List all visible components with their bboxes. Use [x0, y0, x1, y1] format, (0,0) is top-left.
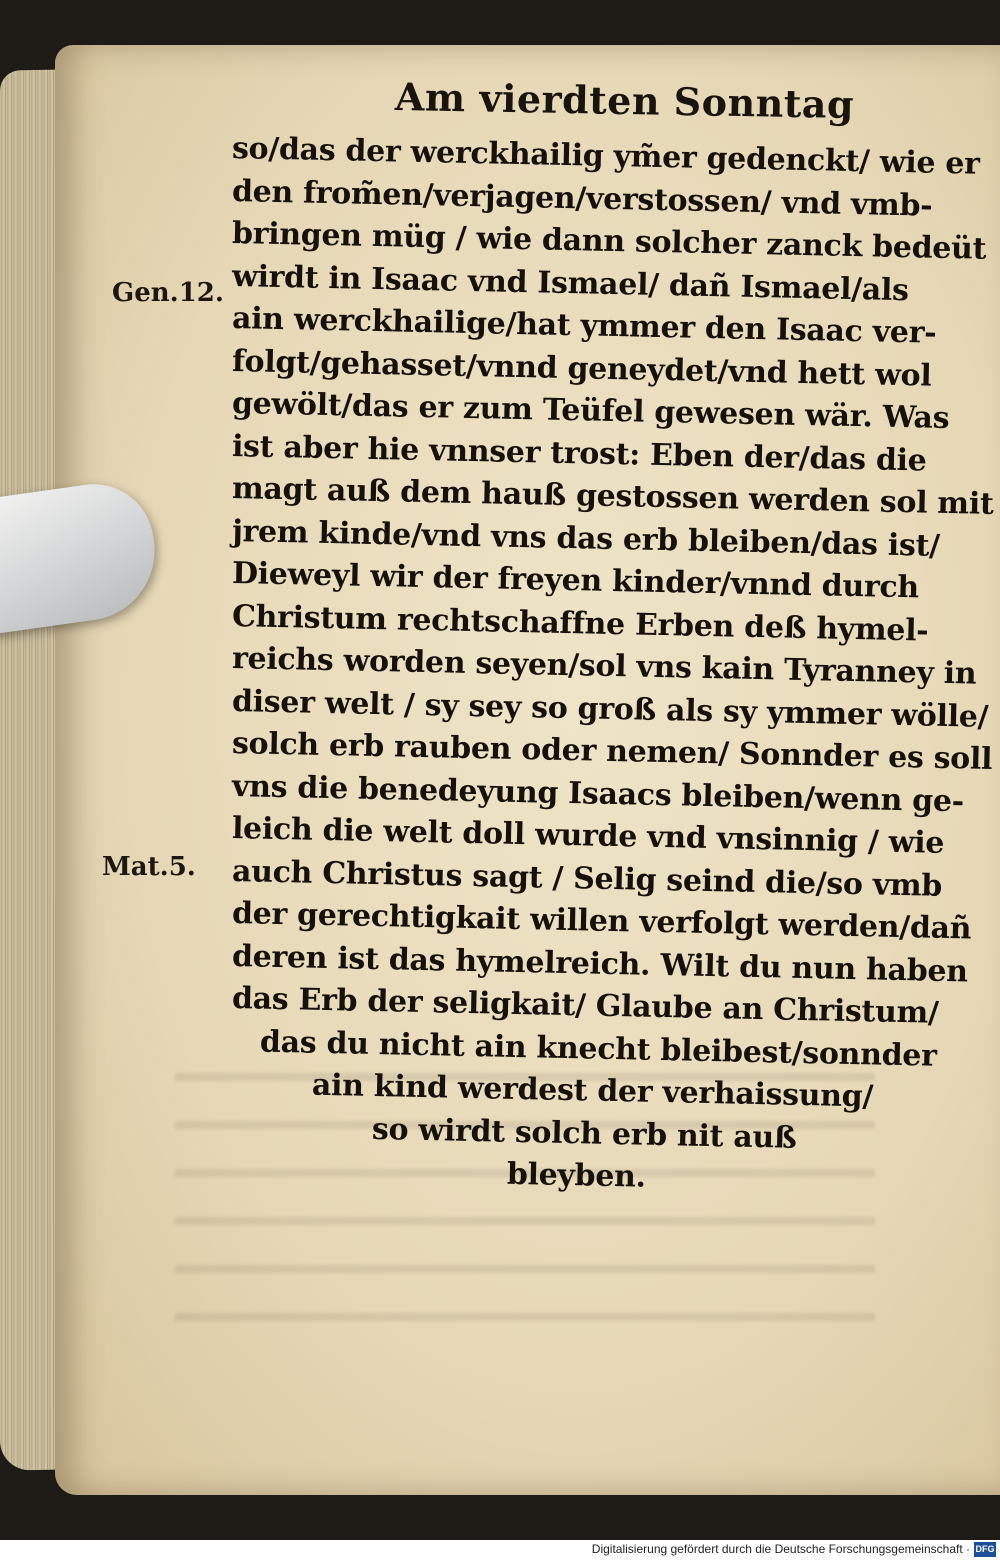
- body-text: [231, 128, 994, 1195]
- marginal-note-genesis: Gen.12.: [112, 278, 224, 308]
- text-line: so/das der werckhailig ym̃er gedenckt/ wie er: [231, 131, 980, 182]
- text-line: auch Christus sagt / Selig seind die/so vmb: [231, 853, 943, 904]
- text-line: den from̃en/verjagen/verstossen/ vnd vmb-: [231, 173, 933, 224]
- text-line: ain werckhailige/hat ymmer den Isaac ver-: [231, 301, 937, 351]
- text-line: folgt/gehasset/vnnd geneydet/vnd hett wol: [231, 343, 932, 394]
- text-line: jrem kinde/vnd vns das erb bleiben/das ist/: [231, 513, 941, 564]
- text-line: bleyben.: [506, 1156, 647, 1195]
- marginal-note-matthew: Mat.5.: [102, 852, 196, 882]
- running-head: Am vierdten Sonntag: [394, 73, 855, 128]
- text-line: ain kind werdest der verhaissung/: [311, 1067, 874, 1115]
- text-line: reichs worden seyen/sol vns kain Tyranney in: [231, 641, 977, 692]
- text-line: das du nicht ain knecht bleibest/sonnder: [259, 1024, 937, 1074]
- text-line: Christum rechtschaffne Erben deß hymel-: [231, 598, 929, 649]
- text-line: Dieweyl wir der freyen kinder/vnnd durch: [231, 556, 920, 606]
- footer-credit: Digitalisierung gefördert durch die Deutsche Forschungsgemeinschaft ·: [591, 1542, 970, 1556]
- text-line: vns die benedeyung Isaacs bleiben/wenn ge-: [231, 768, 965, 819]
- text-line: wirdt in Isaac vnd Ismael/ dañ Ismael/als: [231, 258, 909, 308]
- text-line: ist aber hie vnnser trost: Eben der/das die: [231, 428, 927, 479]
- text-line: so wirdt solch erb nit auß: [371, 1111, 797, 1156]
- text-line: bringen müg / wie dann solcher zanck bedeüt: [231, 216, 987, 267]
- text-line: magt auß dem hauß gestossen werden sol mit: [231, 471, 994, 522]
- text-line: diser welt / sy sey so groß als sy ymmer wölle/: [231, 683, 989, 735]
- text-line: der gerechtigkait willen verfolgt werden/dañ: [231, 896, 972, 947]
- text-line: leich die welt doll wurde vnd vnsinnig / wie: [231, 811, 945, 861]
- text-line: das Erb der seligkait/ Glaube an Christum/: [231, 981, 940, 1031]
- footer-bar: [0, 1540, 1000, 1560]
- text-line: solch erb rauben oder nemen/ Sonnder es soll: [231, 726, 993, 777]
- dfg-logo: DFG: [974, 1542, 996, 1557]
- text-line: deren ist das hymelreich. Wilt du nun haben: [231, 938, 969, 989]
- text-line: gewölt/das er zum Teüfel gewesen wär. Was: [231, 386, 950, 437]
